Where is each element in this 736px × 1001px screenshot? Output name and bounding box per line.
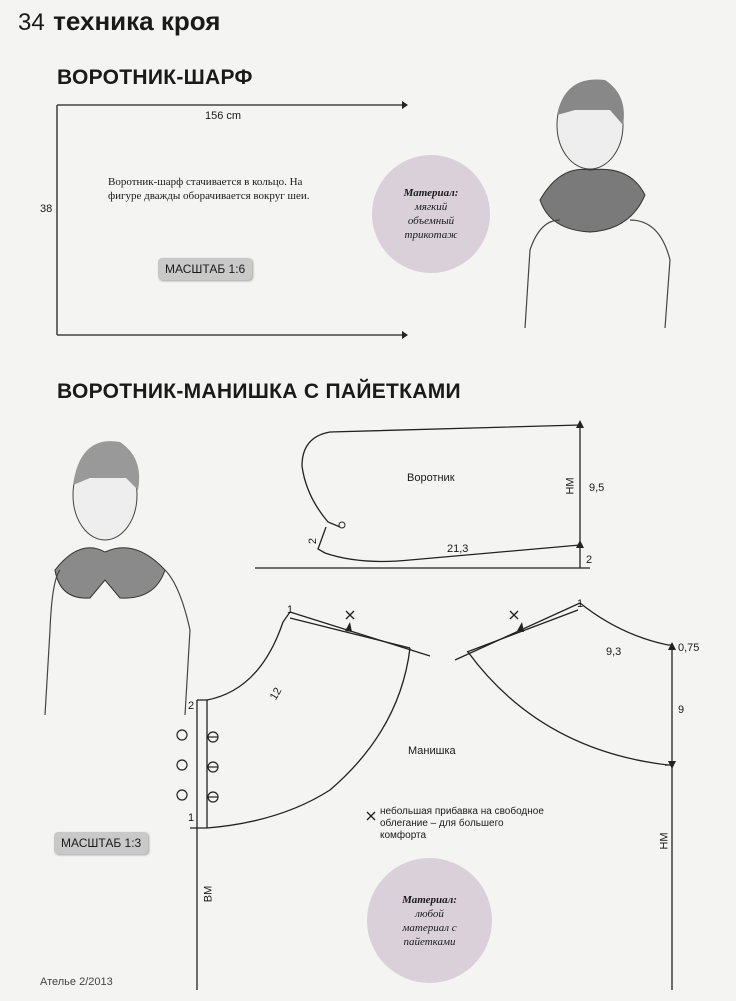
bib-mark-9: 9: [678, 704, 685, 716]
section-header-title: техника кроя: [53, 6, 221, 36]
bib-mark-1-right: 1: [577, 598, 584, 610]
scarf-width-label: 156 cm: [205, 110, 242, 122]
collar-length: 21,3: [447, 543, 469, 555]
material-label: Материал:: [402, 893, 457, 906]
footer: Ателье 2/2013: [40, 976, 113, 988]
bib-material-circle: [367, 858, 492, 983]
collar-cf-mark: НМ: [564, 477, 577, 495]
material-label: Материал:: [403, 187, 459, 199]
bib-scale-badge: МАСШТАБ 1:3: [54, 832, 148, 854]
collar-label: Воротник: [407, 472, 455, 484]
ease-note: небольшая прибавка на свободное облегание – для большего комфорта: [380, 806, 544, 841]
arrow-bottom: [402, 331, 408, 339]
bib-vm-mark: ВМ: [202, 885, 215, 903]
bib-mark-9-3: 9,3: [606, 646, 622, 658]
bib-label: Манишка: [408, 745, 456, 757]
collar-edge-small: 2: [307, 537, 320, 545]
bib-mark-2: 2: [188, 700, 195, 712]
arrow-top: [402, 101, 408, 109]
bib-mark-1-bottom: 1: [188, 812, 195, 824]
scarf-description: Воротник-шарф стачивается в кольцо. На фигуре дважды оборачивается вокруг шеи.: [108, 176, 310, 202]
scarf-material-circle: [372, 155, 490, 273]
scarf-scale-badge: МАСШТАБ 1:6: [158, 258, 252, 280]
collar-pattern: [255, 425, 593, 568]
material-text: любой материал с пайетками: [402, 907, 457, 948]
bib-mark-12: 12: [267, 685, 285, 703]
scarf-collar-title: ВОРОТНИК-ШАРФ: [57, 66, 253, 89]
page-number: 34: [18, 9, 45, 36]
collar-bottom-right: 2: [586, 554, 593, 566]
scarf-model-illustration: [520, 70, 680, 328]
scarf-pattern-rectangle: [57, 105, 402, 335]
bib-model-illustration: [40, 430, 205, 715]
bib-mark-1-top: 1: [287, 604, 294, 616]
material-text: мягкий объемный трикотаж: [404, 201, 458, 241]
bib-nm-mark: НМ: [658, 832, 671, 850]
scarf-height-label: 38: [40, 203, 53, 215]
bib-mark-0-75: 0,75: [678, 642, 700, 654]
bib-collar-title: ВОРОТНИК-МАНИШКА С ПАЙЕТКАМИ: [57, 380, 461, 403]
collar-height: 9,5: [589, 482, 605, 494]
